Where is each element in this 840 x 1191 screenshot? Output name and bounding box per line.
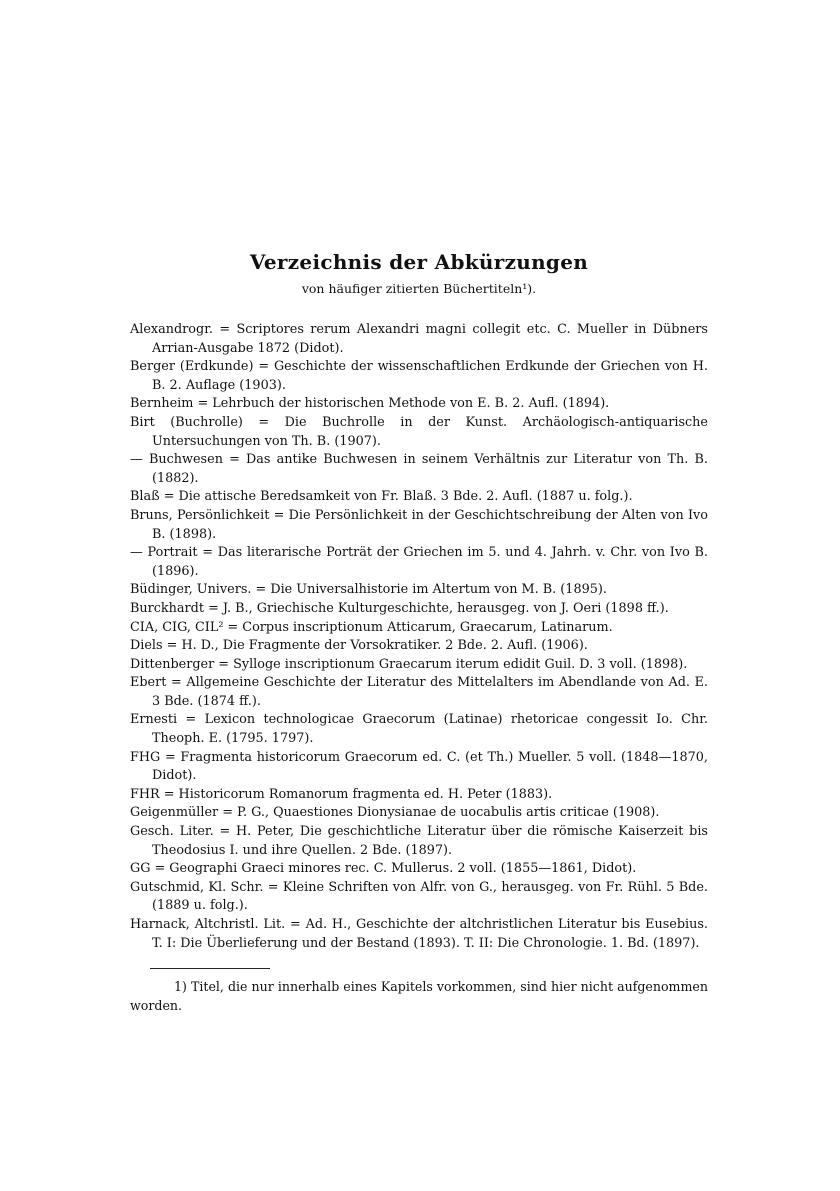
- list-item: Berger (Erdkunde) = Geschichte der wissenschaftlichen Erdkunde der Griechen von H. B. 2. Auflage (1903).: [130, 359, 708, 393]
- list-item: Bernheim = Lehrbuch der historischen Methode von E. B. 2. Aufl. (1894).: [130, 396, 610, 412]
- list-item: FHR = Historicorum Romanorum fragmenta ed. H. Peter (1883).: [130, 786, 553, 802]
- list-item: GG = Geographi Graeci minores rec. C. Mullerus. 2 voll. (1855—1861, Didot).: [130, 861, 637, 877]
- list-item: CIA, CIG, CIL² = Corpus inscriptionum Atticarum, Graecarum, Latinarum.: [130, 619, 613, 635]
- list-item: Geigenmüller = P. G., Quaestiones Dionysianae de uocabulis artis criticae (1908).: [130, 805, 660, 821]
- list-item: Ernesti = Lexicon technologicae Graecorum (Latinae) rhetoricae congessit Io. Chr. Theoph. E. (1795. 1797).: [130, 712, 708, 747]
- page-title: Verzeichnis der Abkürzungen: [249, 250, 589, 274]
- list-item: Gesch. Liter. = H. Peter, Die geschichtliche Literatur über die römische Kaiserzeit bis Theodosius I. und ihre Quellen. 2 Bde. (1897).: [130, 824, 708, 858]
- list-item: Blaß = Die attische Beredsamkeit von Fr. Blaß. 3 Bde. 2. Aufl. (1887 u. folg.).: [130, 489, 633, 505]
- list-item: — Portrait = Das literarische Porträt der Griechen im 5. und 4. Jahrh. v. Chr. von Ivo B. (1896).: [130, 545, 708, 579]
- list-item: Harnack, Altchristl. Lit. = Ad. H., Geschichte der altchristlichen Literatur bis Eusebius. T. I: Die Überlieferung und der Bestand (1893). T. II: Die Chronologie. 1. Bd. (1897).: [130, 917, 708, 951]
- list-item: Ebert = Allgemeine Geschichte der Literatur des Mittelalters im Abendlande von Ad. E. 3 Bde. (1874 ff.).: [130, 675, 708, 709]
- page-subtitle: von häufiger zitierten Büchertiteln¹).: [301, 281, 537, 296]
- document-page: [130, 250, 708, 1015]
- list-item: Burckhardt = J. B., Griechische Kulturgeschichte, herausgeg. von J. Oeri (1898 ff.).: [130, 600, 669, 616]
- list-item: Bruns, Persönlichkeit = Die Persönlichkeit in der Geschichtschreibung der Alten von Ivo B. (1898).: [130, 507, 708, 542]
- list-item: Alexandrogr. = Scriptores rerum Alexandri magni collegit etc. C. Mueller in Dübners Arrian-Ausgabe 1872 (Didot).: [130, 322, 708, 356]
- list-item: Dittenberger = Sylloge inscriptionum Graecarum iterum edidit Guil. D. 3 voll. (1898).: [130, 656, 688, 672]
- abbreviation-list: [130, 321, 708, 953]
- list-item: Gutschmid, Kl. Schr. = Kleine Schriften von Alfr. von G., herausgeg. von Fr. Rühl. 5 Bde. (1889 u. folg.).: [130, 879, 708, 914]
- list-item: Büdinger, Univers. = Die Universalhistorie im Altertum von M. B. (1895).: [130, 582, 607, 598]
- list-item: Diels = H. D., Die Fragmente der Vorsokratiker. 2 Bde. 2. Aufl. (1906).: [130, 638, 588, 654]
- list-item: Birt (Buchrolle) = Die Buchrolle in der Kunst. Archäologisch-antiquarische Untersuchungen von Th. B. (1907).: [130, 414, 708, 449]
- list-item: FHG = Fragmenta historicorum Graecorum ed. C. (et Th.) Mueller. 5 voll. (1848—1870, Didot).: [130, 749, 708, 784]
- footnote: 1) Titel, die nur innerhalb eines Kapitels vorkommen, sind hier nicht aufgenommen worden.: [130, 979, 708, 1013]
- list-item: — Buchwesen = Das antike Buchwesen in seinem Verhältnis zur Literatur von Th. B. (1882).: [130, 452, 708, 486]
- footnote-divider: [150, 968, 270, 969]
